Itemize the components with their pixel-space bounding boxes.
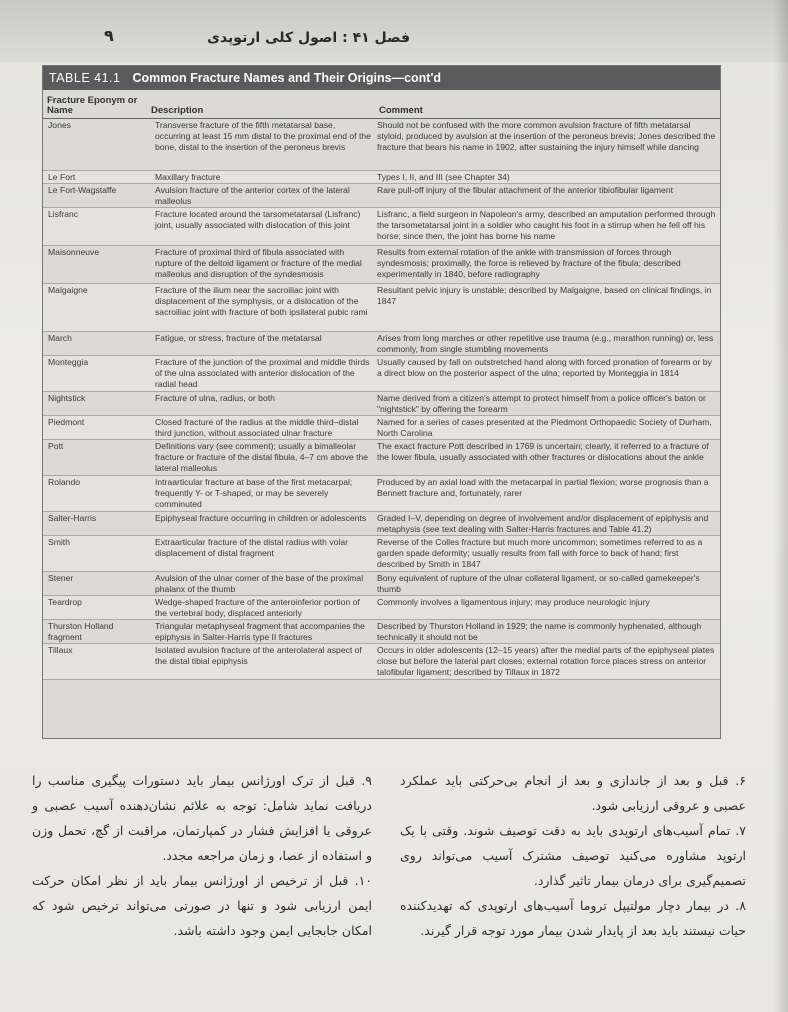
table-row: [43, 536, 720, 572]
table-cell-name: Le Fort: [48, 172, 76, 182]
table-cell-description: Triangular metaphyseal fragment that accompanies the epiphysis in Salter-Harris type II fractures: [155, 621, 365, 642]
table-cell-description: Maxillary fracture: [155, 172, 221, 182]
table-cell-name: Piedmont: [48, 417, 85, 427]
table-cell-comment: Produced by an axial load with the metacarpal in partial flexion; worse prognosis than a Bennett fracture and, fortunately, rarer: [377, 477, 709, 498]
table-cell-comment: Occurs in older adolescents (12–15 years) after the medial parts of the epiphyseal plates close but before the lateral part closes; external rotation force places stress on anterior talofibular ligament; described by Tillaux in 1872: [377, 645, 715, 677]
table-cell-comment: Rare pull-off injury of the fibular attachment of the anterior tibiofibular ligament: [377, 185, 674, 195]
table-cell-name: Pott: [48, 441, 64, 451]
table-cell-comment: Described by Thurston Holland in 1929; the name is commonly hyphenated, although technically it should not be: [377, 621, 702, 642]
table-cell-comment: Commonly involves a ligamentous injury; may produce neurologic injury: [377, 597, 650, 607]
table-row: [43, 246, 720, 284]
table-cell-comment: Resultant pelvic injury is unstable; described by Malgaigne, based on clinical findings, in 1847: [377, 285, 712, 306]
table-cell-name: Jones: [48, 120, 71, 130]
table-row: [43, 596, 720, 620]
table-cell-description: Fracture of the junction of the proximal and middle thirds of the ulna associated with anterior dislocation of the radial head: [155, 357, 370, 389]
body-paragraph: ۸. در بیمار دچار مولتیپل تروما آسیب‌های ارتوپدی که تهدیدکننده حیات نیستند باید بعد از پایدار شدن بیمار مورد توجه قرار گیرند.: [400, 898, 746, 938]
table-row: [43, 416, 720, 440]
body-paragraph: ۶. قبل و بعد از جاندازی و بعد از انجام بی‌حرکتی باید عملکرد عصبی و عروقی ارزیابی شود.: [400, 773, 746, 813]
table-cell-description: Extraarticular fracture of the distal radius with volar displacement of distal fragment: [155, 537, 348, 558]
table-cell-description: Intraarticular fracture at base of the first metacarpal; frequently Y- or T-shaped, or may be severely comminuted: [155, 477, 353, 509]
table-cell-description: Wedge-shaped fracture of the anteroinferior portion of the vertebral body, displaced anteriorly: [155, 597, 360, 618]
table-cell-name: Le Fort-Wagstaffe: [48, 185, 117, 195]
table-cell-name: Stener: [48, 573, 74, 583]
column-header-comment: Comment: [379, 105, 423, 116]
table-column-headers: [43, 90, 720, 119]
body-paragraph: ۱۰. قبل از ترخیص از اورژانس بیمار باید از نظر امکان حرکت ایمن ارزیابی شود و تنها در صورتی می‌تواند ترخیص شود که امکان جابجایی ایمن وجود داشته باشد.: [32, 873, 372, 938]
body-paragraph: ۹. قبل از ترک اورژانس بیمار باید دستورات پیگیری مناسب را دریافت نماید شامل: توجه به علائم نشان‌دهنده آسیب عصبی و عروقی یا افزایش فشار در کمپارتمان، مراقبت از گچ، تحمل وزن و استفاده از عصا، و زمان مراجعه مجدد.: [32, 773, 372, 863]
table-title-bar: [43, 66, 720, 90]
table-cell-description: Fracture of the ilium near the sacroiliac joint with displacement of the symphysis, or a dislocation of the sacroiliac joint with fracture of both ipsilateral pubic rami: [155, 285, 368, 317]
table-cell-name: Monteggia: [48, 357, 89, 367]
table-row: [43, 208, 720, 246]
table-body: [43, 119, 720, 680]
table-row: [43, 392, 720, 416]
table-row: [43, 284, 720, 332]
body-paragraph: ۷. تمام آسیب‌های ارتوپدی باید به دقت توصیف شوند. وقتی با یک ارتوپد مشاوره می‌کنید توصیف مشترک آسیب می‌تواند روی تصمیم‌گیری برای درمان بیمار تاثیر گذارد.: [400, 823, 746, 888]
table-cell-description: Fracture located around the tarsometatarsal (Lisfranc) joint, usually associated with dislocation of this joint: [155, 209, 361, 230]
table-row: [43, 572, 720, 596]
table-cell-description: Isolated avulsion fracture of the anterolateral aspect of the distal tibial epiphysis: [155, 645, 362, 666]
table-cell-description: Avulsion of the ulnar corner of the base of the proximal phalanx of the thumb: [155, 573, 364, 594]
table-cell-description: Epiphyseal fracture occurring in children or adolescents: [155, 513, 367, 523]
table-cell-name: Smith: [48, 537, 70, 547]
table-cell-comment: Bony equivalent of rupture of the ulnar collateral ligament, or so-called gamekeeper's thumb: [377, 573, 700, 594]
column-header-description: Description: [151, 105, 204, 116]
table-cell-name: Nightstick: [48, 393, 86, 403]
table-cell-name: Lisfranc: [48, 209, 79, 219]
table-cell-name: Salter-Harris: [48, 513, 97, 523]
table-cell-comment: Arises from long marches or other repetitive use trauma (e.g., marathon running) or, less commonly, from single stumbling movements: [377, 333, 714, 354]
table-row: [43, 440, 720, 476]
fracture-table: [42, 65, 721, 739]
table-cell-comment: Usually caused by fall on outstretched hand along with forced pronation of forearm or by a direct blow on the posterior aspect of the ulna; reported by Monteggia in 1814: [377, 357, 712, 378]
table-cell-name: Maisonneuve: [48, 247, 100, 257]
table-cell-comment: Name derived from a citizen's attempt to protect himself from a police officer's baton or "nightstick" by offering the forearm: [377, 393, 706, 414]
table-cell-description: Fatigue, or stress, fracture of the metatarsal: [155, 333, 322, 343]
table-cell-name: Teardrop: [48, 597, 82, 607]
table-cell-description: Transverse fracture of the fifth metatarsal base, occurring at least 15 mm distal to the proximal end of the bone, distal to the insertion of the peroneus brevis: [155, 120, 371, 152]
table-number: TABLE 41.1: [49, 71, 121, 85]
column-header-name: Fracture Eponym or Name: [47, 95, 138, 116]
body-column-right: [400, 768, 746, 943]
table-cell-description: Closed fracture of the radius at the middle third–distal third junction, without associated ulnar fracture: [155, 417, 359, 438]
table-row: [43, 119, 720, 171]
table-cell-description: Fracture of ulna, radius, or both: [155, 393, 275, 403]
table-row: [43, 644, 720, 680]
page-header: [0, 0, 788, 62]
table-cell-description: Avulsion fracture of the anterior cortex of the lateral malleolus: [155, 185, 350, 206]
table-cell-comment: Graded I–V, depending on degree of involvement and/or displacement of epiphysis and metaphysis (see text dealing with Salter-Harris fractures and Table 41.2): [377, 513, 709, 534]
body-column-left: [32, 768, 372, 943]
table-cell-comment: Lisfranc, a field surgeon in Napoleon's army, described an amputation performed through the tarsometatarsal joint in a soldier who caught his foot in a stirrup when he fell off his horse; since then, the joint has borne his name: [377, 209, 716, 241]
table-cell-name: March: [48, 333, 72, 343]
page-edge-shadow: [774, 0, 788, 1012]
table-row: [43, 476, 720, 512]
table-cell-comment: Named for a series of cases presented at the Piedmont Orthopaedic Society of Durham, North Carolina: [377, 417, 712, 438]
page-number: ۹: [104, 26, 114, 45]
table-row: [43, 512, 720, 536]
table-row: [43, 171, 720, 184]
table-cell-comment: The exact fracture Pott described in 1769 is uncertain; clearly, it referred to a fracture of the lower fibula, usually associated with other fractures or dislocations about the ankle: [377, 441, 709, 462]
table-row: [43, 332, 720, 356]
table-cell-description: Definitions vary (see comment); usually a bimalleolar fracture or fracture of the distal fibula, 4–7 cm above the lateral malleolus: [155, 441, 369, 473]
table-caption: Common Fracture Names and Their Origins—cont'd: [132, 71, 442, 85]
chapter-title: فصل ۴۱ : اصول کلی ارتوپدی: [207, 30, 410, 46]
table-cell-name: Rolando: [48, 477, 81, 487]
table-cell-comment: Should not be confused with the more common avulsion fracture of fifth metatarsal styloid, produced by avulsion at the insertion of the peroneus brevis; Jones described the fracture that bears his name in 1902, after sustaining the injury himself while dancing: [377, 120, 716, 152]
table-cell-comment: Types I, II, and III (see Chapter 34): [377, 172, 510, 182]
table-cell-description: Fracture of proximal third of fibula associated with rupture of the deltoid ligament or fracture of the medial malleolus and disruption of the syndesmosis: [155, 247, 362, 279]
table-cell-comment: Reverse of the Colles fracture but much more uncommon; sometimes referred to as a garden spade deformity; usually results from fall with force to back of hand; first described by Smith in 1847: [377, 537, 703, 569]
table-row: [43, 620, 720, 644]
table-cell-comment: Results from external rotation of the ankle with transmission of forces through syndesmosis; proximally, the force is relieved by fracture of the fibula; described experimentally in 1840, before radiography: [377, 247, 681, 279]
table-cell-name: Thurston Holland fragment: [48, 621, 114, 642]
table-cell-name: Malgaigne: [48, 285, 88, 295]
table-cell-name: Tillaux: [48, 645, 73, 655]
table-row: [43, 356, 720, 392]
table-row: [43, 184, 720, 208]
